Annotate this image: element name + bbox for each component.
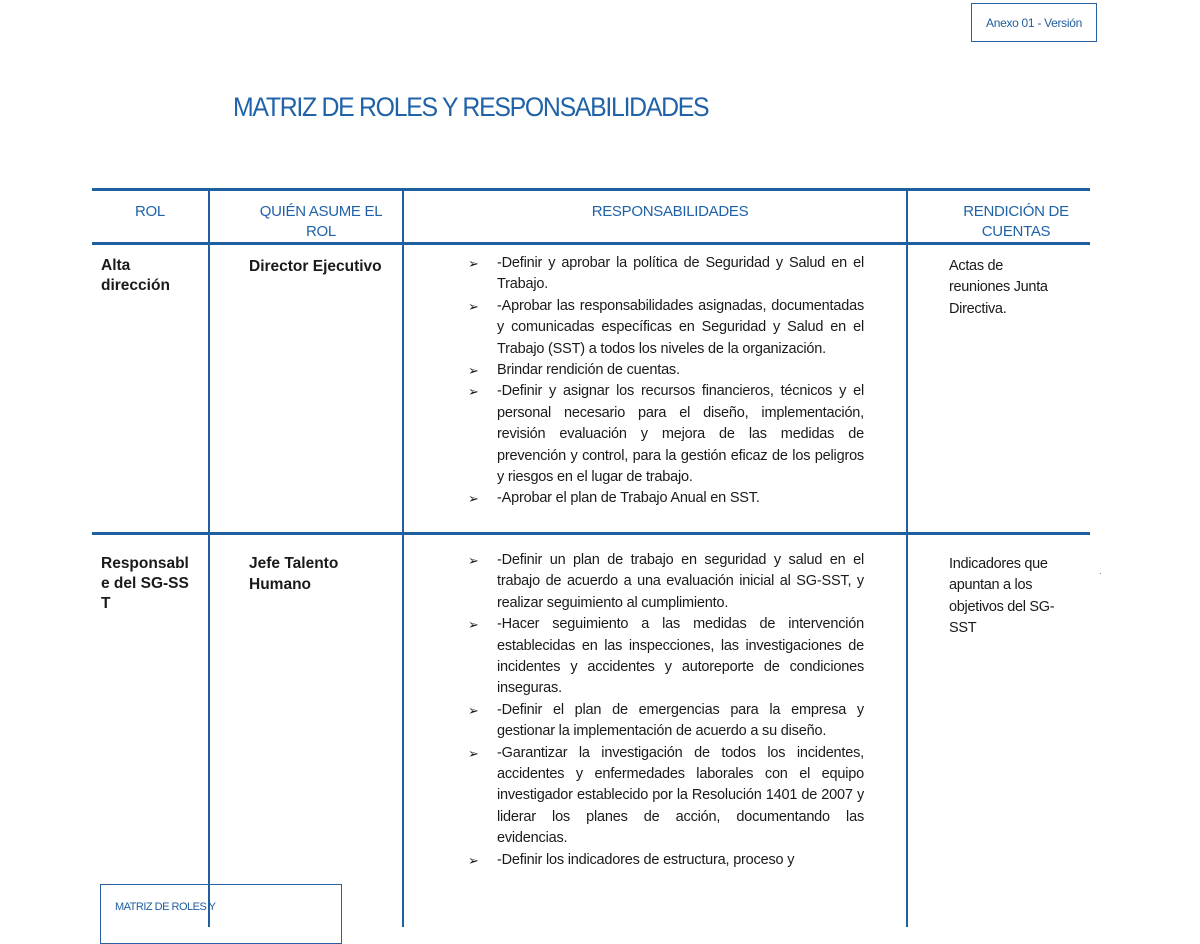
column-divider-3 bbox=[906, 188, 908, 927]
column-header-responsabilidades: RESPONSABILIDADES bbox=[591, 203, 749, 220]
table-header-border bbox=[92, 242, 1090, 245]
arrow-bullet-icon: ➢ bbox=[468, 491, 479, 507]
arrow-bullet-icon: ➢ bbox=[468, 298, 479, 314]
list-item: ➢ -Definir y aprobar la política de Seguridad y Salud en el Trabajo. bbox=[468, 255, 864, 293]
arrow-bullet-icon: ➢ bbox=[468, 384, 479, 400]
list-item: ➢ -Definir y asignar los recursos financieros, técnicos y el personal necesario para el diseño, implementación, revisión evaluación y mejora de las medidas de prevención y control, para la gestión eficaz de los peligros y riesgos en el lugar de trabajo. bbox=[468, 383, 864, 486]
page-title: MATRIZ DE ROLES Y RESPONSABILIDADES bbox=[233, 92, 709, 122]
row-1-rendicion: Actas de reuniones Junta Directiva. bbox=[949, 258, 1048, 317]
row-2-rol: Responsable del SG-SST bbox=[101, 555, 189, 612]
column-divider-2 bbox=[402, 188, 404, 927]
list-item: ➢ -Garantizar la investigación de todos los incidentes, accidentes y enfermedades laborales con el equipo investigador establecido por la Resolución 1401 de 2007 y liderar los planes de acción, documentando las evidencias. bbox=[468, 744, 864, 847]
row-2-responsabilidades bbox=[466, 550, 864, 871]
arrow-bullet-icon: ➢ bbox=[468, 745, 479, 761]
footer-label: MATRIZ DE ROLES Y bbox=[100, 884, 342, 944]
arrow-bullet-icon: ➢ bbox=[468, 363, 479, 379]
arrow-bullet-icon: ➢ bbox=[468, 852, 479, 868]
column-header-rendicion: RENDICIÓN DE CUENTAS bbox=[963, 203, 1069, 240]
row-2-quien: Jefe Talento Humano bbox=[249, 555, 339, 593]
column-divider-1 bbox=[208, 188, 210, 927]
column-header-rol: ROL bbox=[135, 203, 165, 220]
list-item: ➢ -Definir el plan de emergencias para la empresa y gestionar la implementación de acuerdo a su diseño. bbox=[468, 701, 864, 740]
row-1-rol: Alta dirección bbox=[101, 257, 170, 294]
list-item: ➢ -Aprobar el plan de Trabajo Anual en SST. bbox=[466, 488, 864, 509]
list-item: ➢ -Hacer seguimiento a las medidas de intervención establecidas en las inspecciones, las investigaciones de incidentes y accidentes y autoreporte de condiciones inseguras. bbox=[468, 616, 864, 697]
row-1-quien: Director Ejecutivo bbox=[249, 258, 382, 275]
row-2-rendicion: Indicadores que apuntan a los objetivos del SG-SST bbox=[949, 556, 1055, 637]
list-item: ➢ -Aprobar las responsabilidades asignadas, documentadas y comunicadas específicas en Seguridad y Salud en el Trabajo (SST) a todos los niveles de la organización. bbox=[468, 297, 864, 357]
row-1-responsabilidades bbox=[466, 253, 864, 510]
column-header-quien: QUIÉN ASUME EL ROL bbox=[259, 203, 383, 240]
table-row-divider bbox=[92, 532, 1090, 535]
arrow-bullet-icon: ➢ bbox=[468, 702, 479, 718]
list-item: ➢ -Definir un plan de trabajo en seguridad y salud en el trabajo de acuerdo a una evaluación inicial al SG-SST, y realizar seguimiento al cumplimiento. bbox=[468, 552, 864, 611]
stray-dot: . bbox=[1099, 566, 1102, 577]
list-item: ➢ -Definir los indicadores de estructura, proceso y bbox=[466, 850, 864, 871]
table-top-border bbox=[92, 188, 1090, 191]
arrow-bullet-icon: ➢ bbox=[468, 553, 479, 568]
list-item: ➢ Brindar rendición de cuentas. bbox=[466, 360, 864, 381]
arrow-bullet-icon: ➢ bbox=[468, 617, 479, 633]
arrow-bullet-icon: ➢ bbox=[468, 256, 479, 271]
version-label: Anexo 01 - Versión bbox=[971, 3, 1097, 42]
